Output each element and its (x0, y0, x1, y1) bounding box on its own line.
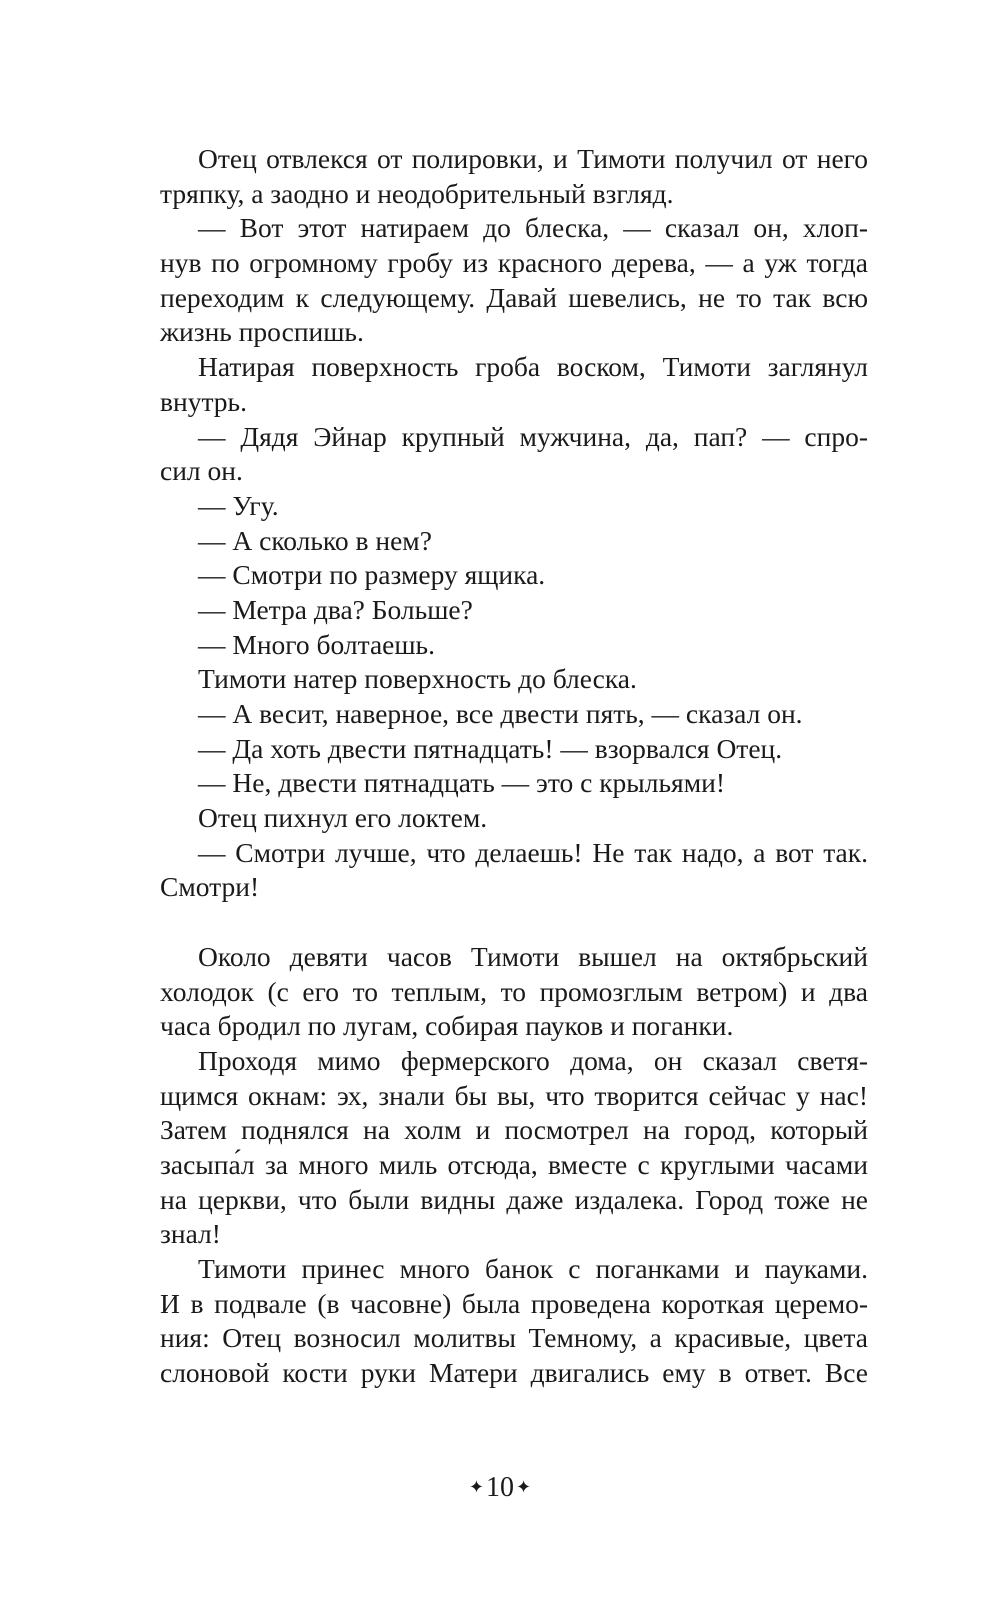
text-line: Натирая поверхность гроба воском, Тимоти заглянул (198, 351, 868, 383)
text-line: — Угу. (198, 489, 279, 521)
section-break (160, 905, 868, 940)
text-line: И в подвале (в часовне) была проведена короткая церемо- (160, 1287, 868, 1319)
text-line: Тимоти принес много банок с поганками и пауками. (198, 1253, 868, 1284)
text-line: щимся окнам: эх, знали бы вы, что творится сейчас у нас! (160, 1079, 868, 1111)
text-line: Затем поднялся на холм и посмотрел на город, который (160, 1114, 868, 1146)
text-line: часа бродил по лугам, собирая пауков и поганки. (160, 1010, 734, 1042)
text-line: засыпа́л за много миль отсюда, вместе с круглыми часами (160, 1148, 868, 1180)
text-line: слоновой кости руки Матери двигались ему в ответ. Все (160, 1357, 868, 1389)
page-number (0, 1470, 1000, 1505)
page-text (160, 142, 868, 1391)
text-line: на церкви, что были видны даже издалека. Город тоже не (160, 1183, 868, 1215)
text-line: — Да хоть двести пятнадцать! — взорвался Отец. (198, 732, 783, 764)
page-number-value: 10 (486, 1472, 514, 1503)
text-line: ния: Отец возносил молитвы Темному, а красивые, цвета (160, 1322, 868, 1354)
text-line: Проходя мимо фермерского дома, он сказал светя- (198, 1044, 868, 1076)
text-line: — Вот этот натираем до блеска, — сказал он, хлоп- (198, 212, 868, 244)
text-line: переходим к следующему. Давай шевелись, не то так всю (160, 281, 868, 313)
text-line: Отец отвлекся от полировки, и Тимоти получил от него (198, 143, 868, 174)
text-line: холодок (с его то теплым, то промозглым ветром) и два (160, 975, 868, 1007)
ornament-left-icon: ✦ (468, 1477, 484, 1497)
text-line: — Смотри по размеру ящика. (198, 559, 546, 591)
text-line: знал! (160, 1218, 221, 1250)
text-line: — Много болтаешь. (198, 628, 435, 660)
text-line: сил он. (160, 455, 243, 487)
text-line: внутрь. (160, 385, 247, 417)
text-line: жизнь проспишь. (160, 316, 364, 348)
text-line: нув по огромному гробу из красного дерева, — а уж тогда (160, 247, 868, 279)
text-line: — А весит, наверное, все двести пять, — сказал он. (198, 698, 803, 729)
text-line: Смотри! (160, 871, 260, 903)
text-line: — А сколько в нем? (198, 524, 432, 556)
text-line: — Не, двести пятнадцать — это с крыльями! (198, 767, 725, 799)
text-line: тряпку, а заодно и неодобрительный взгляд. (160, 177, 674, 209)
text-line: — Смотри лучше, что делаешь! Не так надо, а вот так. (198, 836, 868, 868)
text-line: Отец пихнул его локтем. (198, 802, 488, 834)
text-line: — Метра два? Больше? (198, 593, 473, 625)
ornament-right-icon: ✦ (516, 1477, 532, 1497)
text-line: Тимоти натер поверхность до блеска. (198, 663, 637, 695)
text-line: Около девяти часов Тимоти вышел на октябрьский (198, 940, 868, 972)
text-line: — Дядя Эйнар крупный мужчина, да, пап? — спро- (198, 420, 868, 452)
